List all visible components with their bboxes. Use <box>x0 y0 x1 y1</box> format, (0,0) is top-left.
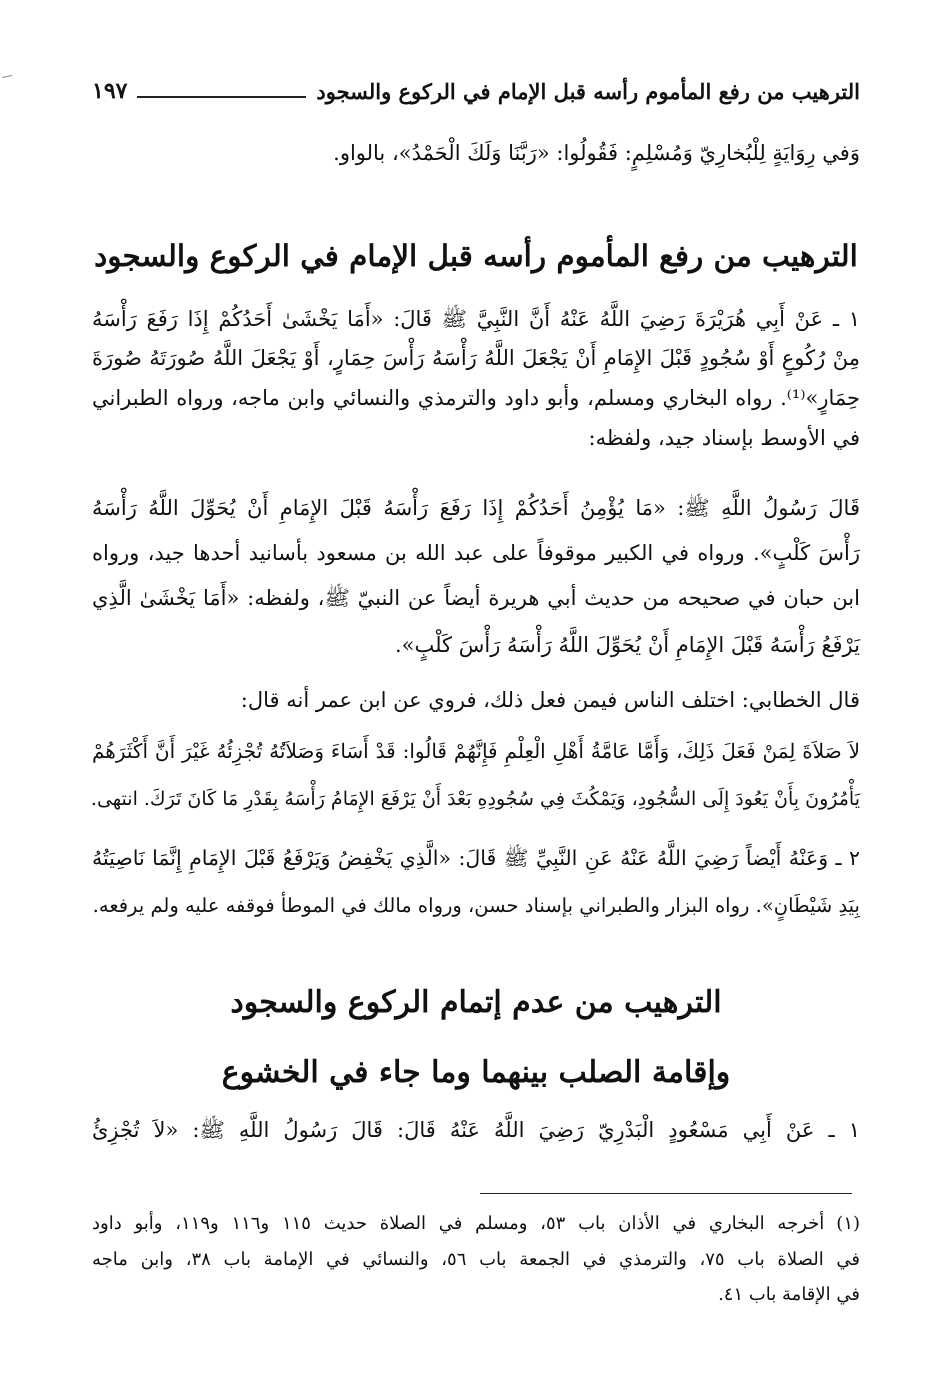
page-number: ١٩٧ <box>92 78 128 104</box>
running-header-title: الترهيب من رفع المأموم رأسه قبل الإمام في الركوع والسجود <box>316 79 860 104</box>
scan-mark <box>2 75 12 78</box>
footnote-marker: (١) <box>836 1213 861 1234</box>
text-line: يَرْفَعُ رَأْسَهُ قَبْلَ الإِمَامِ أَنْ يُحَوِّلَ اللَّهُ رَأْسَهُ رَأْسَ كَلْبٍ». <box>394 633 860 657</box>
text-line: قال الخطابي: اختلف الناس فيمن فعل ذلك، فروي عن ابن عمر أنه قال: <box>240 688 860 712</box>
text-line: بِيَدِ شَيْطَانٍ». رواه البزار والطبراني بإسناد حسن، ورواه مالك في الموطأ فوقفه عليه ولم يرفعه. <box>92 894 860 917</box>
text-line: يَأْمُرُونَ بِأَنْ يَعُودَ إِلَى السُّجُودِ، وَيَمْكُثَ فِي سُجُودِهِ بَعْدَ أَنْ يَرْفَعَ الإِمَامُ رَأْسَهُ بِقَدْرِ مَا كَانَ تَرَكَ. انتهى. <box>90 788 860 810</box>
text-line: قَالَ رَسُولُ اللَّهِ ﷺ: «مَا يُؤْمِنُ أَحَدُكُمْ إِذَا رَفَعَ رَأْسَهُ قَبْلَ الإِمَامِ أَنْ يُحَوِّلَ اللَّهُ رَأْسَهُ <box>92 496 860 520</box>
section-heading-2-line-1: الترهيب من عدم إتمام الركوع والسجود <box>230 985 722 1020</box>
text-line: ١ ـ عَنْ أَبِي مَسْعُودٍ الْبَدْرِيّ رَضِيَ اللَّهُ عَنْهُ قَالَ: قَالَ رَسُولُ اللَّهِ ﷺ: «لاَ تُجْزِئُ <box>92 1118 860 1142</box>
text-line: ٢ ـ وَعَنْهُ أَيْضاً رَضِيَ اللَّهُ عَنْهُ عَنِ النَّبِيِّ ﷺ قَالَ: «الَّذِي يَخْفِضُ وَيَرْفَعُ قَبْلَ الإِمَامِ إِنَّمَا نَاصِيَتُهُ <box>92 846 860 870</box>
footnote-rule <box>480 1193 852 1194</box>
text-line: لاَ صَلاَةَ لِمَنْ فَعَلَ ذَلِكَ، وَأَمَّا عَامَّةُ أَهْلِ الْعِلْمِ فَإِنَّهُمْ قَالُوا: قَدْ أَسَاءَ وَصَلاَتُهُ تُجْزِئُهُ غَيْرَ أَنَّ أَكْثَرَهُمْ <box>92 739 861 763</box>
footnote-line: في الصلاة باب ٧٥، والترمذي في الجمعة باب ٥٦، والنسائي في الإمامة باب ٣٨، وابن ماجه <box>92 1249 860 1270</box>
section-heading-2-line-2: وإقامة الصلب بينهما وما جاء في الخشوع <box>221 1055 731 1090</box>
footnote-line <box>92 1213 860 1234</box>
section-heading-1: الترهيب من رفع المأموم رأسه قبل الإمام في الركوع والسجود <box>94 238 858 273</box>
header-rule <box>137 96 306 98</box>
intro-line: وَفي رِوَايَةٍ لِلْبُخارِيّ وَمُسْلِمٍ: فَقُولُوا: «رَبَّنَا وَلَكَ الْحَمْدُ»، بالواو. <box>333 141 860 165</box>
text-line: مِنْ رُكُوعٍ أَوْ سُجُودٍ قَبْلَ الإِمَامِ أَنْ يَجْعَلَ اللَّهُ رَأْسَهُ رَأْسَ حِمَارٍ، أَوْ يَجْعَلَ اللَّهُ صُورَتَهُ صُورَةَ <box>92 346 860 370</box>
text-line: في الأوسط بإسناد جيد، ولفظه: <box>588 426 860 450</box>
text-line: ١ ـ عَنْ أَبِي هُرَيْرَةَ رَضِيَ اللَّهُ عَنْهُ أَنَّ النَّبِيَّ ﷺ قَالَ: «أَمَا يَخْشَىٰ أَحَدُكُمْ إِذَا رَفَعَ رَأْسَهُ <box>92 307 860 331</box>
footnote-text: أخرجه البخاري في الأذان باب ٥٣، ومسلم في الصلاة حديث ١١٥ و١١٦ و١١٩، وأبو داود <box>92 1213 825 1234</box>
running-header <box>92 70 860 104</box>
footnote-line: في الإقامة باب ٤١. <box>718 1284 860 1305</box>
text-line: حِمَارٍ»⁽¹⁾. رواه البخاري ومسلم، وأبو داود والترمذي والنسائي وابن ماجه، ورواه الطبراني <box>92 386 860 410</box>
text-line: ابن حبان في صحيحه من حديث أبي هريرة أيضاً عن النبيّ ﷺ، ولفظه: «أَمَا يَخْشَىٰ الَّذِي <box>92 586 860 610</box>
text-line: رَأْسَ كَلْبٍ». ورواه في الكبير موقوفاً على عبد الله بن مسعود بأسانيد أحدها جيد، ورواه <box>92 541 860 565</box>
